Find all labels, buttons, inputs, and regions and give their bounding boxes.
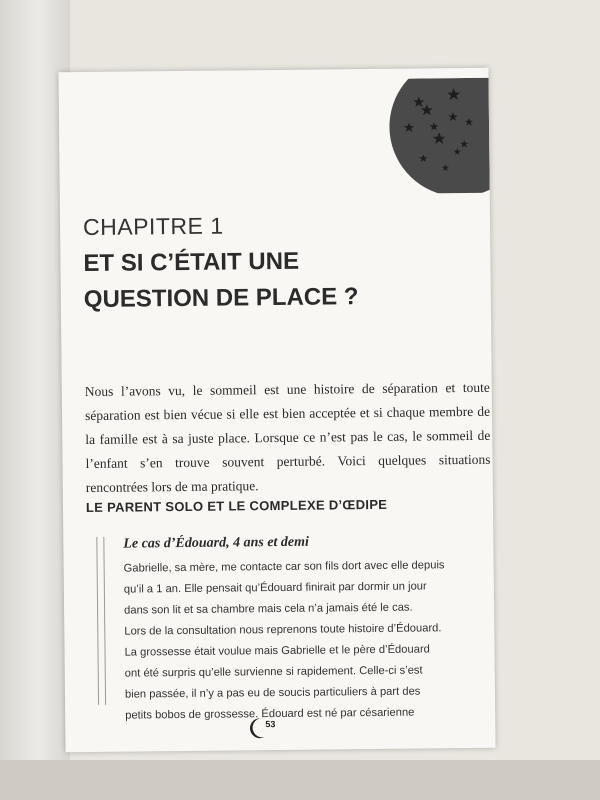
case-line: petits bobos de grossesse. Édouard est né par césarienne — [125, 706, 415, 722]
section-heading: LE PARENT SOLO ET LE COMPLEXE D’ŒDIPE — [85, 496, 388, 516]
night-sky-badge-graphic — [389, 78, 490, 194]
case-line: dans son lit et sa chambre mais cela n’a jamais été le cas. — [124, 601, 413, 617]
case-line: Lors de la consultation nous reprenons toute histoire d’Édouard. — [124, 622, 442, 638]
case-body — [123, 555, 494, 730]
background-surface — [0, 760, 600, 800]
crescent-moon-icon — [249, 717, 265, 739]
case-line: Gabrielle, sa mère, me contacte car son fils dort avec elle depuis — [123, 559, 445, 575]
page-number: 53 — [265, 719, 276, 730]
case-line: La grossesse était voulue mais Gabrielle et le père d’Édouard — [124, 643, 430, 659]
case-line: qu’il a 1 an. Elle pensait qu’Édouard finirait par dormir un jour — [123, 580, 427, 596]
chapter-title-line: QUESTION DE PLACE ? — [83, 283, 359, 314]
case-line: ont été surpris qu’elle survienne si rapidement. Celle-ci s’est — [124, 664, 423, 680]
night-sky-badge — [389, 78, 490, 194]
chapter-title — [83, 242, 444, 318]
case-line: bien passée, il n’y a pas eu de soucis particuliers à part des — [124, 685, 421, 701]
case-sidebar-rule — [96, 537, 106, 705]
intro-paragraph: Nous l’avons vu, le sommeil est une histoire de séparation et toute séparation est bien vécue si elle est bien acceptée et si chaque membre de la famille est à sa juste place. Lorsque ce n’est pas le cas, le sommeil de l’enfant s’en trouve souvent perturbé. Voici quelques situations rencontrées lors de ma pratique. — [84, 379, 491, 496]
book-page — [58, 68, 495, 752]
page-footer — [245, 715, 295, 746]
case-title: Le cas d’Édouard, 4 ans et demi — [123, 534, 309, 552]
chapter-title-line: ET SI C’ÉTAIT UNE — [83, 247, 300, 278]
chapter-label: CHAPITRE 1 — [82, 212, 224, 241]
